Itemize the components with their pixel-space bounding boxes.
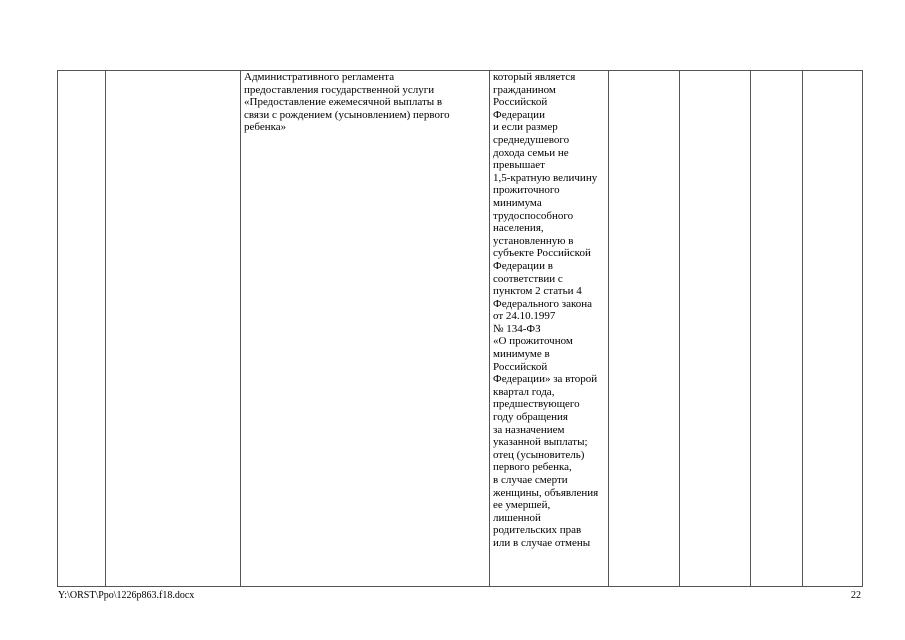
- table-cell-6: [680, 71, 751, 587]
- page-number: 22: [851, 590, 861, 601]
- footer-file-path: Y:\ORST\Ppo\1226p863.f18.docx: [58, 590, 195, 601]
- conditions-text: который является гражданином Российской Федерации и если размер среднедушевого дохода семьи не превышает 1,5-кратную величину прожиточного минимума трудоспособного населения, установленную в субъекте Российской Федерации в соответствии с пунктом 2 статьи 4 Федерального закона от 24.10.1997 № 134-ФЗ «О прожиточном минимуме в Российской Федерации» за второй квартал года, предшествующего году обращения за назначением указанной выплаты; отец (усыновитель) первого ребенка, в случае смерти женщины, объявления ее умершей, лишенной родительских прав или в случае отмены: [493, 71, 599, 549]
- table-cell-regulation: [241, 71, 490, 587]
- table-cell-5: [609, 71, 680, 587]
- table-cell-7: [751, 71, 803, 587]
- table-row: [58, 71, 863, 587]
- document-table: [57, 70, 863, 587]
- regulation-text: Административного регламента предоставления государственной услуги «Предоставление ежемесячной выплаты в связи с рождением (усыновлением) первого ребенка»: [244, 71, 450, 134]
- table-cell-2: [106, 71, 241, 587]
- table-cell-8: [803, 71, 863, 587]
- table-cell-1: [58, 71, 106, 587]
- table-cell-conditions: [490, 71, 609, 587]
